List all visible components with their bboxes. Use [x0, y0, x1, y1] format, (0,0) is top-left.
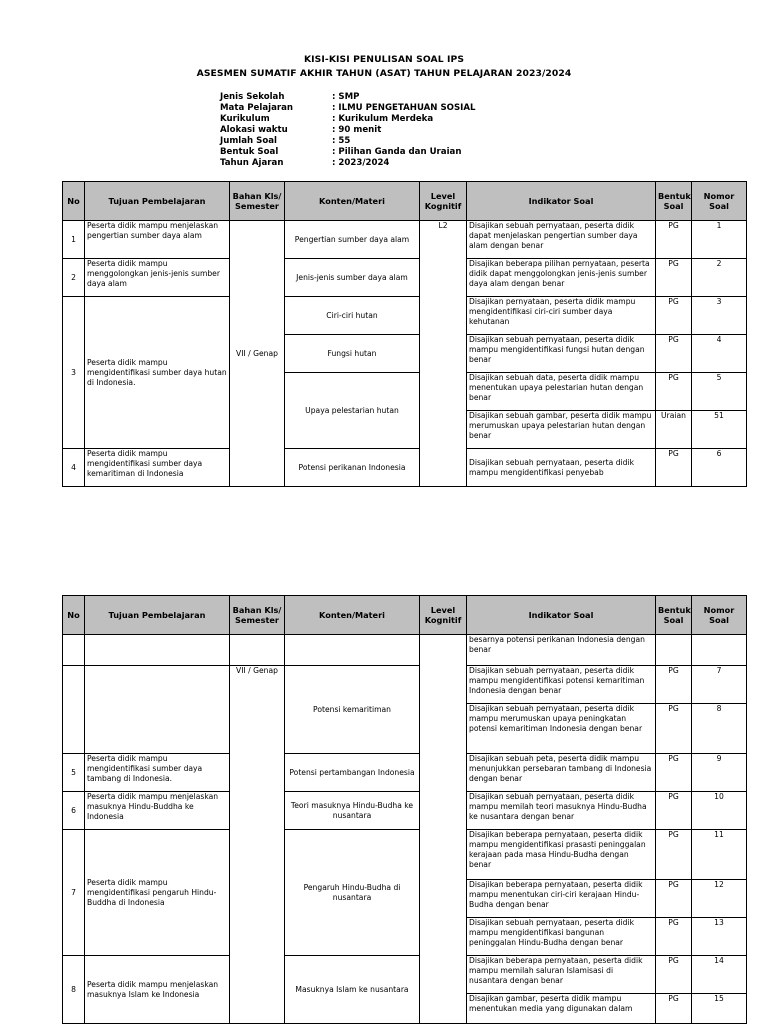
cell-tujuan: [85, 666, 230, 754]
cell-indikator: Disajikan sebuah peta, peserta didik mampu menunjukkan persebaran tambang di Indonesia dengan benar: [467, 754, 656, 792]
cell-konten: Fungsi hutan: [285, 335, 420, 373]
cell-bentuk: PG: [656, 880, 692, 918]
header-konten: Konten/Materi: [285, 182, 420, 221]
meta-value: : 2023/2024: [332, 158, 390, 168]
meta-value: : Kurikulum Merdeka: [332, 114, 434, 124]
meta-value: : 55: [332, 136, 351, 146]
cell-indikator: Disajikan gambar, peserta didik mampu menentukan media yang digunakan dalam: [467, 994, 656, 1024]
cell-bentuk: PG: [656, 221, 692, 259]
table-row: [63, 754, 747, 792]
cell-nomor: 7: [692, 666, 747, 704]
cell-bahan: [230, 635, 285, 666]
table-row: [63, 259, 747, 297]
cell-konten: Masuknya Islam ke nusantara: [285, 956, 420, 1024]
cell-indikator: Disajikan sebuah data, peserta didik mampu menentukan upaya pelestarian hutan dengan benar: [467, 373, 656, 411]
meta-value: : 90 menit: [332, 125, 382, 135]
cell-nomor: 13: [692, 918, 747, 956]
cell-tujuan: Peserta didik mampu mengidentifikasi pengaruh Hindu-Buddha di Indonesia: [85, 830, 230, 956]
cell-level: [420, 635, 467, 1024]
cell-no: 5: [63, 754, 85, 792]
header-level: Level Kognitif: [420, 596, 467, 635]
meta-label: Bentuk Soal: [220, 147, 279, 157]
header-bentuk: Bentuk Soal: [656, 596, 692, 635]
cell-no: 2: [63, 259, 85, 297]
meta-value: : SMP: [332, 92, 360, 102]
cell-bentuk: PG: [656, 956, 692, 994]
cell-nomor: 5: [692, 373, 747, 411]
cell-tujuan: Peserta didik mampu menjelaskan pengertian sumber daya alam: [85, 221, 230, 259]
cell-tujuan: [85, 635, 230, 666]
table-row: [63, 297, 747, 335]
cell-konten: Ciri-ciri hutan: [285, 297, 420, 335]
cell-nomor: 1: [692, 221, 747, 259]
cell-no: 6: [63, 792, 85, 830]
cell-indikator: Disajikan sebuah pernyataan, peserta didik mampu merumuskan upaya peningkatan potensi kemaritiman Indonesia dengan benar: [467, 704, 656, 754]
cell-tujuan: Peserta didik mampu mengidentifikasi sumber daya kemaritiman di Indonesia: [85, 449, 230, 487]
cell-bentuk: PG: [656, 259, 692, 297]
meta-label: Mata Pelajaran: [220, 103, 294, 113]
document-title: KISI-KISI PENULISAN SOAL IPS: [303, 54, 465, 65]
cell-bentuk: PG: [656, 918, 692, 956]
cell-bentuk: PG: [656, 449, 692, 487]
header-tujuan: Tujuan Pembelajaran: [85, 596, 230, 635]
cell-nomor: [692, 635, 747, 666]
cell-konten: Potensi kemaritiman: [285, 666, 420, 754]
cell-bentuk: PG: [656, 297, 692, 335]
cell-indikator: Disajikan sebuah pernyataan, peserta didik mampu mengidentifikasi penyebab: [467, 449, 656, 487]
header-bahan: Bahan Kls/ Semester: [230, 596, 285, 635]
cell-bentuk: PG: [656, 830, 692, 880]
header-no: No: [63, 182, 85, 221]
table-row: [63, 449, 747, 487]
meta-label: Jenis Sekolah: [220, 92, 285, 102]
header-indikator: Indikator Soal: [467, 182, 656, 221]
header-nomor: Nomor Soal: [692, 596, 747, 635]
meta-label: Alokasi waktu: [220, 125, 288, 135]
cell-indikator: besarnya potensi perikanan Indonesia dengan benar: [467, 635, 656, 666]
cell-bentuk: PG: [656, 335, 692, 373]
header-nomor: Nomor Soal: [692, 182, 747, 221]
cell-nomor: 4: [692, 335, 747, 373]
cell-tujuan: Peserta didik mampu mengidentifikasi sumber daya hutan di Indonesia.: [85, 297, 230, 449]
cell-indikator: Disajikan sebuah gambar, peserta didik mampu merumuskan upaya pelestarian hutan dengan benar: [467, 411, 656, 449]
cell-nomor: 3: [692, 297, 747, 335]
cell-bahan: VII / Genap: [230, 666, 285, 1024]
table-header-row: [63, 596, 747, 635]
cell-no: [63, 635, 85, 666]
meta-value: : ILMU PENGETAHUAN SOSIAL: [332, 103, 476, 113]
cell-no: 3: [63, 297, 85, 449]
header-tujuan: Tujuan Pembelajaran: [85, 182, 230, 221]
cell-indikator: Disajikan sebuah pernyataan, peserta didik mampu mengidentifikasi potensi kemaritiman Indonesia dengan benar: [467, 666, 656, 704]
cell-tujuan: Peserta didik mampu menggolongkan jenis-jenis sumber daya alam: [85, 259, 230, 297]
table-row: [63, 956, 747, 994]
table-row: [63, 635, 747, 666]
cell-nomor: 15: [692, 994, 747, 1024]
cell-nomor: 12: [692, 880, 747, 918]
cell-tujuan: Peserta didik mampu menjelaskan masuknya Islam ke Indonesia: [85, 956, 230, 1024]
cell-indikator: Disajikan beberapa pilihan pernyataan, peserta didik dapat menggolongkan jenis-jenis sumber daya alam dengan benar: [467, 259, 656, 297]
meta-row: [220, 158, 476, 169]
kisi-kisi-table-2: [62, 595, 747, 1024]
cell-no: 7: [63, 830, 85, 956]
table-row: [63, 666, 747, 704]
cell-indikator: Disajikan beberapa pernyataan, peserta didik mampu menentukan ciri-ciri kerajaan Hindu-Budha dengan benar: [467, 880, 656, 918]
meta-label: Tahun Ajaran: [220, 158, 284, 168]
cell-indikator: Disajikan sebuah pernyataan, peserta didik mampu mengidentifikasi fungsi hutan dengan benar: [467, 335, 656, 373]
cell-konten: Jenis-jenis sumber daya alam: [285, 259, 420, 297]
table-header-row: [63, 182, 747, 221]
cell-indikator: Disajikan beberapa pernyataan, peserta didik mampu memilah saluran Islamisasi di nusantara dengan benar: [467, 956, 656, 994]
cell-konten: Potensi pertambangan Indonesia: [285, 754, 420, 792]
header-konten: Konten/Materi: [285, 596, 420, 635]
meta-row: [220, 136, 476, 147]
table-row: [63, 221, 747, 259]
meta-row: [220, 103, 476, 114]
cell-konten: Pengaruh Hindu-Budha di nusantara: [285, 830, 420, 956]
cell-nomor: 11: [692, 830, 747, 880]
document-subtitle: ASESMEN SUMATIF AKHIR TAHUN (ASAT) TAHUN PELAJARAN 2023/2024: [196, 68, 572, 79]
cell-nomor: 8: [692, 704, 747, 754]
cell-nomor: 6: [692, 449, 747, 487]
header-bentuk: Bentuk Soal: [656, 182, 692, 221]
cell-no: 4: [63, 449, 85, 487]
meta-row: [220, 147, 476, 158]
cell-konten: Teori masuknya Hindu-Budha ke nusantara: [285, 792, 420, 830]
cell-bentuk: PG: [656, 994, 692, 1024]
cell-bentuk: [656, 635, 692, 666]
cell-no: [63, 666, 85, 754]
cell-tujuan: Peserta didik mampu mengidentifikasi sumber daya tambang di Indonesia.: [85, 754, 230, 792]
header-no: No: [63, 596, 85, 635]
meta-label: Kurikulum: [220, 114, 270, 124]
cell-bentuk: PG: [656, 666, 692, 704]
cell-indikator: Disajikan sebuah pernyataan, peserta didik mampu memilah teori masuknya Hindu-Budha ke nusantara dengan benar: [467, 792, 656, 830]
kisi-kisi-table-1: [62, 181, 747, 487]
meta-label: Jumlah Soal: [220, 136, 277, 146]
meta-row: [220, 92, 476, 103]
cell-indikator: Disajikan sebuah pernyataan, peserta didik dapat menjelaskan pengertian sumber daya alam dengan benar: [467, 221, 656, 259]
cell-bentuk: PG: [656, 792, 692, 830]
cell-bentuk: PG: [656, 373, 692, 411]
cell-no: 1: [63, 221, 85, 259]
cell-indikator: Disajikan beberapa pernyataan, peserta didik mampu mengidentifikasi prasasti peninggalan kerajaan pada masa Hindu-Budha dengan benar: [467, 830, 656, 880]
cell-bentuk: Uraian: [656, 411, 692, 449]
meta-row: [220, 114, 476, 125]
header-level: Level Kognitif: [420, 182, 467, 221]
cell-bentuk: PG: [656, 704, 692, 754]
cell-no: 8: [63, 956, 85, 1024]
cell-indikator: Disajikan pernyataan, peserta didik mampu mengidentifikasi ciri-ciri sumber daya kehutanan: [467, 297, 656, 335]
meta-value: : Pilihan Ganda dan Uraian: [332, 147, 462, 157]
cell-konten: Pengertian sumber daya alam: [285, 221, 420, 259]
table-row: [63, 792, 747, 830]
header-bahan: Bahan Kls/ Semester: [230, 182, 285, 221]
cell-nomor: 2: [692, 259, 747, 297]
cell-nomor: 10: [692, 792, 747, 830]
meta-row: [220, 125, 476, 136]
cell-konten: Upaya pelestarian hutan: [285, 373, 420, 449]
cell-bentuk: PG: [656, 754, 692, 792]
cell-nomor: 51: [692, 411, 747, 449]
cell-tujuan: Peserta didik mampu menjelaskan masuknya Hindu-Buddha ke Indonesia: [85, 792, 230, 830]
meta-info: [220, 92, 476, 169]
cell-bahan: VII / Genap: [230, 221, 285, 487]
cell-nomor: 14: [692, 956, 747, 994]
table-row: [63, 830, 747, 880]
cell-indikator: Disajikan sebuah pernyataan, peserta didik mampu mengidentifikasi bangunan peninggalan Hindu-Budha dengan benar: [467, 918, 656, 956]
cell-level: L2: [420, 221, 467, 487]
header-indikator: Indikator Soal: [467, 596, 656, 635]
cell-nomor: 9: [692, 754, 747, 792]
cell-konten: Potensi perikanan Indonesia: [285, 449, 420, 487]
cell-konten: [285, 635, 420, 666]
